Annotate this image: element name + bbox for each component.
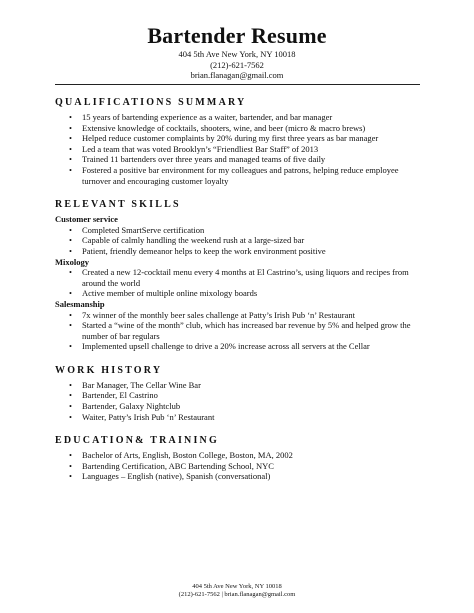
list-item: • Extensive knowledge of cocktails, shooters, wine, and beer (micro & macro brews) [69, 122, 366, 133]
list-item: • 7x winner of the monthly beer sales challenge at Patty’s Irish Pub ‘n’ Restaurant [69, 309, 355, 320]
header-divider [55, 84, 420, 85]
list-item: • Waiter, Patty’s Irish Pub ‘n’ Restaurant [69, 411, 215, 422]
list-item: • Active member of multiple online mixology boards [69, 288, 258, 299]
list-item: • Started a “wine of the month” club, which has increased bar revenue by 5% and helped grow the number of bar regulars [69, 320, 411, 341]
skill-group-title: Mixology [55, 256, 89, 267]
section-work-history [55, 365, 425, 422]
list-item: • 15 years of bartending experience as a waiter, bartender, and bar manager [69, 112, 333, 122]
footer-address: 404 5th Ave New York, NY 10018 [192, 583, 282, 590]
list-item: • Capable of calmly handling the weekend rush at a large-sized bar [69, 235, 305, 246]
list-item: • Created a new 12-cocktail menu every 4 months at El Castrino’s, using liquors and recipes from around the world [69, 267, 409, 288]
resume-body [55, 93, 425, 482]
footer-contact: (212)-621-7562 | brian.flanagan@gmail.com [178, 591, 296, 598]
qualifications-list [55, 112, 425, 186]
list-item: • Bartending Certification, ABC Bartending School, NYC [69, 460, 274, 471]
list-item: • Led a team that was voted Brooklyn’s “Friendliest Bar Staff” of 2013 [69, 143, 319, 154]
section-title-education: EDUCATION& TRAINING [55, 435, 219, 447]
header-phone: (212)-621-7562 [210, 59, 264, 70]
header-address: 404 5th Ave New York, NY 10018 [178, 49, 296, 59]
list-item: • Bar Manager, The Cellar Wine Bar [69, 379, 201, 390]
work-history-list [55, 380, 425, 422]
list-item: • Patient, friendly demeanor helps to keep the work environment positive [69, 245, 326, 256]
list-item: • Bartender, El Castrino [69, 390, 158, 401]
list-item: • Trained 11 bartenders over three years and managed teams of five daily [69, 154, 326, 165]
list-item: • Languages – English (native), Spanish (conversational) [69, 471, 271, 482]
list-item: • Completed SmartServe certification [69, 224, 205, 235]
skill-group-title: Customer service [55, 214, 118, 225]
education-list [55, 450, 425, 482]
skill-group-list [55, 225, 425, 257]
section-title-qualifications: QUALIFICATIONS SUMMARY [55, 97, 247, 108]
section-title-skills: RELEVANT SKILLS [55, 199, 181, 211]
skill-group-title: Salesmanship [55, 298, 105, 309]
section-title-work-history: WORK HISTORY [55, 364, 163, 376]
skill-group-list [55, 267, 425, 299]
header-email: brian.flanagan@gmail.com [190, 70, 284, 80]
list-item: • Implemented upsell challenge to drive a 20% increase across all servers at the Cellar [69, 341, 370, 352]
list-item: • Bartender, Galaxy Nightclub [69, 401, 181, 412]
resume-header [0, 23, 474, 81]
list-item: • Fostered a positive bar environment for my colleagues and patrons, helping reduce employee turnover and encouraging customer loyalty [69, 164, 399, 186]
resume-title: Bartender Resume [147, 23, 327, 48]
list-item: • Helped reduce customer complaints by 20% during my first three years as bar manager [69, 133, 379, 144]
section-qualifications [55, 97, 425, 186]
section-skills [55, 199, 425, 352]
list-item: • Bachelor of Arts, English, Boston College, Boston, MA, 2002 [69, 450, 293, 461]
section-education [55, 435, 425, 482]
resume-footer [0, 583, 474, 599]
skill-group-list [55, 310, 425, 352]
